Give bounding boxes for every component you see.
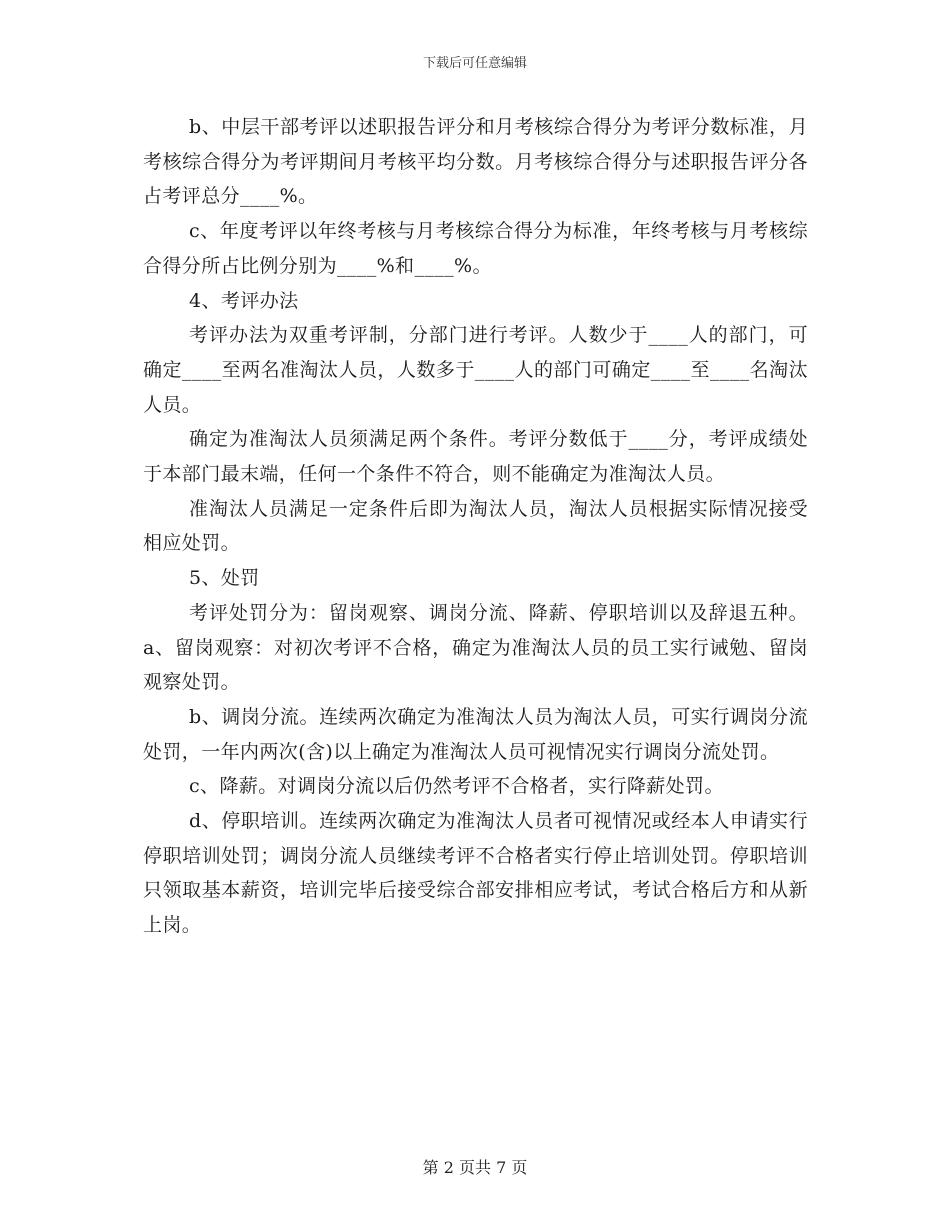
page-footer: 第 2 页共 7 页 xyxy=(422,1158,528,1177)
paragraph-salary-reduction: c、降薪。对调岗分流以后仍然考评不合格者，实行降薪处罚。 xyxy=(189,775,724,798)
paragraph-elimination-conditions: 确定为准淘汰人员须满足两个条件。考评分数低于____分，考评成绩处于本部门最末端，任何一个条件不符合，则不能确定为准淘汰人员。 xyxy=(143,428,808,486)
section-heading-penalty: 5、处罚 xyxy=(189,567,260,590)
paragraph-annual-evaluation: c、年度考评以年终考核与月考核综合得分为标准，年终考核与月考核综合得分所占比例分别为____%和____%。 xyxy=(143,220,808,277)
page-header: 下载后可任意编辑 xyxy=(422,56,527,71)
document-body xyxy=(143,110,808,943)
section-heading-evaluation-method: 4、考评办法 xyxy=(189,289,299,312)
paragraph-suspension-training: d、停职培训。连续两次确定为准淘汰人员者可视情况或经本人申请实行停职培训处罚；调岗分流人员继续考评不合格者实行停止培训处罚。停职培训只领取基本薪资，培训完毕后接受综合部安排相应考试，考试合格后方和从新上岗。 xyxy=(143,810,808,937)
paragraph-dual-evaluation: 考评办法为双重考评制，分部门进行考评。人数少于____人的部门，可确定____至两名准淘汰人员，人数多于____人的部门可确定____至____名淘汰人员。 xyxy=(143,324,808,416)
paragraph-mid-level-evaluation: b、中层干部考评以述职报告评分和月考核综合得分为考评分数标准，月考核综合得分为考评期间月考核平均分数。月考核综合得分与述职报告评分各占考评总分____%。 xyxy=(143,116,808,208)
paragraph-penalty-types: 考评处罚分为：留岗观察、调岗分流、降薪、停职培训以及辞退五种。a、留岗观察：对初次考评不合格，确定为准淘汰人员的员工实行诫勉、留岗观察处罚。 xyxy=(143,601,808,694)
paragraph-transfer: b、调岗分流。连续两次确定为准淘汰人员为淘汰人员，可实行调岗分流处罚，一年内两次(含)以上确定为准淘汰人员可视情况实行调岗分流处罚。 xyxy=(143,705,808,763)
paragraph-elimination-result: 准淘汰人员满足一定条件后即为淘汰人员，淘汰人员根据实际情况接受相应处罚。 xyxy=(143,497,808,555)
